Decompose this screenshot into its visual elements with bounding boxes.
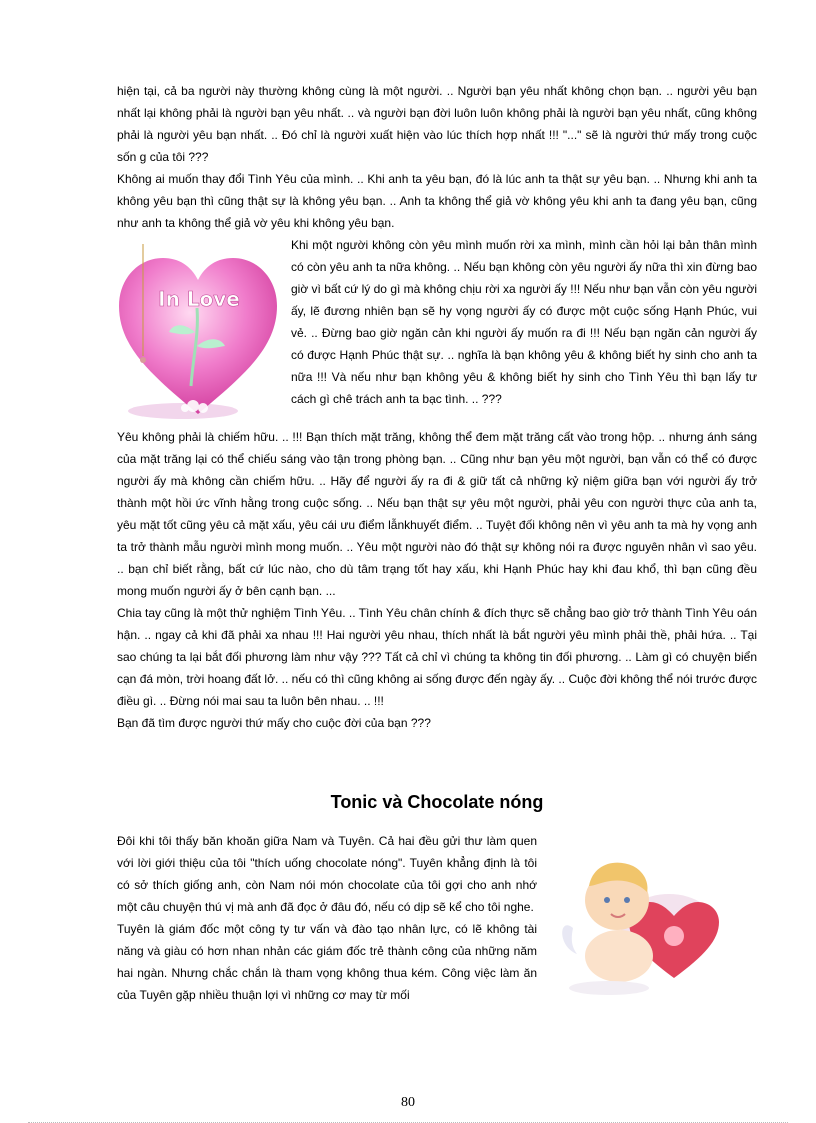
paragraph-7: Tuyên là giám đốc một công ty tư vấn và đào tạo nhân lực, có lẽ không tài năng và giàu có hơn nhan nhản các giám đốc trẻ thành công của những năm hai ngàn. Nhưng chắc chắn là tham vọng không thua kém. Công việc làm ăn của Tuyên gặp nhiều thuận lợi vì những cơ may từ mối bbox=[117, 922, 537, 1002]
heart-icon bbox=[113, 236, 283, 426]
page-number: 80 bbox=[401, 1095, 415, 1110]
cupid-image bbox=[549, 838, 729, 998]
cupid-icon bbox=[549, 838, 729, 998]
in-love-heart-image bbox=[113, 236, 283, 426]
paragraph-5: Bạn đã tìm được người thứ mấy cho cuộc đời của bạn ??? bbox=[117, 716, 431, 730]
paragraph-4: Chia tay cũng là một thử nghiệm Tình Yêu. .. Tình Yêu chân chính & đích thực sẽ chẳng bao giờ trở thành Tình Yêu oán hận. .. ngay cả khi đã phải xa nhau !!! Hai người yêu nhau, thích nhất là bắt người yêu mình phải thề, phải hứa. .. Tại sao chúng ta lại bắt đối phương làm như vậy ??? Tất cả chỉ vì chúng ta không tin đối phương. .. Làm gì có chuyện biển cạn đá mòn, trời hoang đất lở. .. nếu có thì cũng không ai sống được đến ngày ấy. .. Cuộc đời không thể nói trước được điều gì. .. Đừng nói mai sau ta luôn bên nhau. .. !!! bbox=[117, 606, 757, 708]
paragraph-3: Yêu không phải là chiếm hữu. .. !!! Bạn thích mặt trăng, không thể đem mặt trăng cất vào trong hộp. .. nhưng ánh sáng của mặt trăng lại có thể chiếu sáng vào tận trong phòng bạn. .. Cũng như bạn yêu một người, bạn vẫn có thể có được người ấy mà không cần chiếm hữu. .. Hãy để người ấy ra đi & giữ tất cả những kỷ niệm giữa bạn với người ấy trở thành một hồi ức vĩnh hằng trong cuộc sống. .. Nếu bạn thật sự yêu một người, phải yêu con người thực của anh ta, yêu mặt tốt cũng yêu cả mặt xấu, yêu cái ưu điểm lẫnkhuyết điểm. .. Tuyệt đối không nên vì yêu anh ta mà hy vọng anh ta trở thành mẫu người mình mong muốn. .. Yêu một người nào đó thật sự không nói ra được nguyên nhân vì sao yêu. .. bạn chỉ biết rằng, bất cứ lúc nào, cho dù tâm trạng tốt hay xấu, khi Hạnh Phúc hay khi đau khổ, thì bạn cũng đều mong muốn người ấy ở bên cạnh bạn. ... bbox=[117, 430, 757, 598]
paragraph-2: Không ai muốn thay đổi Tình Yêu của mình. .. Khi anh ta yêu bạn, đó là lúc anh ta thật sự yêu bạn. .. Nhưng khi anh ta không yêu bạn thì cũng thật sự là không yêu bạn. .. Anh ta không thể giả vờ không yêu khi anh ta đang yêu bạn, cũng như anh ta không thể giả vờ yêu khi không yêu bạn. bbox=[117, 172, 757, 230]
page-content bbox=[117, 80, 757, 1006]
paragraph-float: Khi một người không còn yêu mình muốn rời xa mình, mình cần hỏi lại bản thân mình có còn yêu anh ta nữa không. .. Nếu bạn không còn yêu người ấy nữa thì xin đừng bao giờ vì bất cứ lý do gì mà không chịu rời xa người ấy !!! Nếu như bạn vẫn còn yêu người ấy, lẽ đương nhiên bạn sẽ hy vọng người ấy có được một cuộc sống Hạnh Phúc, vui vẻ. .. Đừng bao giờ ngăn cản khi người ấy muốn ra đi !!! Nếu bạn ngăn cản người ấy có được Hạnh Phúc thật sự. .. nghĩa là bạn không yêu & không biết hy sinh cho anh ta nữa !!! Và nếu như bạn không yêu & không biết hy sinh cho Tình Yêu thì bạn lấy tư cách gì chê trách anh ta bạc tình. .. ??? bbox=[291, 238, 757, 406]
section-title: Tonic và Chocolate nóng bbox=[330, 792, 544, 812]
paragraph-6: Đôi khi tôi thấy băn khoăn giữa Nam và Tuyên. Cả hai đều gửi thư làm quen với lời giới thiệu của tôi "thích uống chocolate nóng". Tuyên khẳng định là tôi có sở thích giống anh, còn Nam nói món chocolate của tôi gợi cho anh nhớ một câu chuyện thú vị mà anh đã đọc ở đâu đó, nếu có dịp sẽ kể cho tôi nghe. bbox=[117, 834, 537, 914]
paragraph-1: hiện tại, cả ba người này thường không cùng là một người. .. Người bạn yêu nhất không chọn bạn. .. người yêu bạn nhất lại không phải là người bạn yêu nhất. .. và người bạn đời luôn luôn không phải là người bạn yêu nhất, cũng không phải là người yêu bạn nhất. .. Đó chỉ là người xuất hiện vào lúc thích hợp nhất !!! "..." sẽ là người thứ mấy trong cuộc sốn g của tôi ??? bbox=[117, 84, 757, 164]
in-love-text: In Love bbox=[158, 287, 240, 311]
